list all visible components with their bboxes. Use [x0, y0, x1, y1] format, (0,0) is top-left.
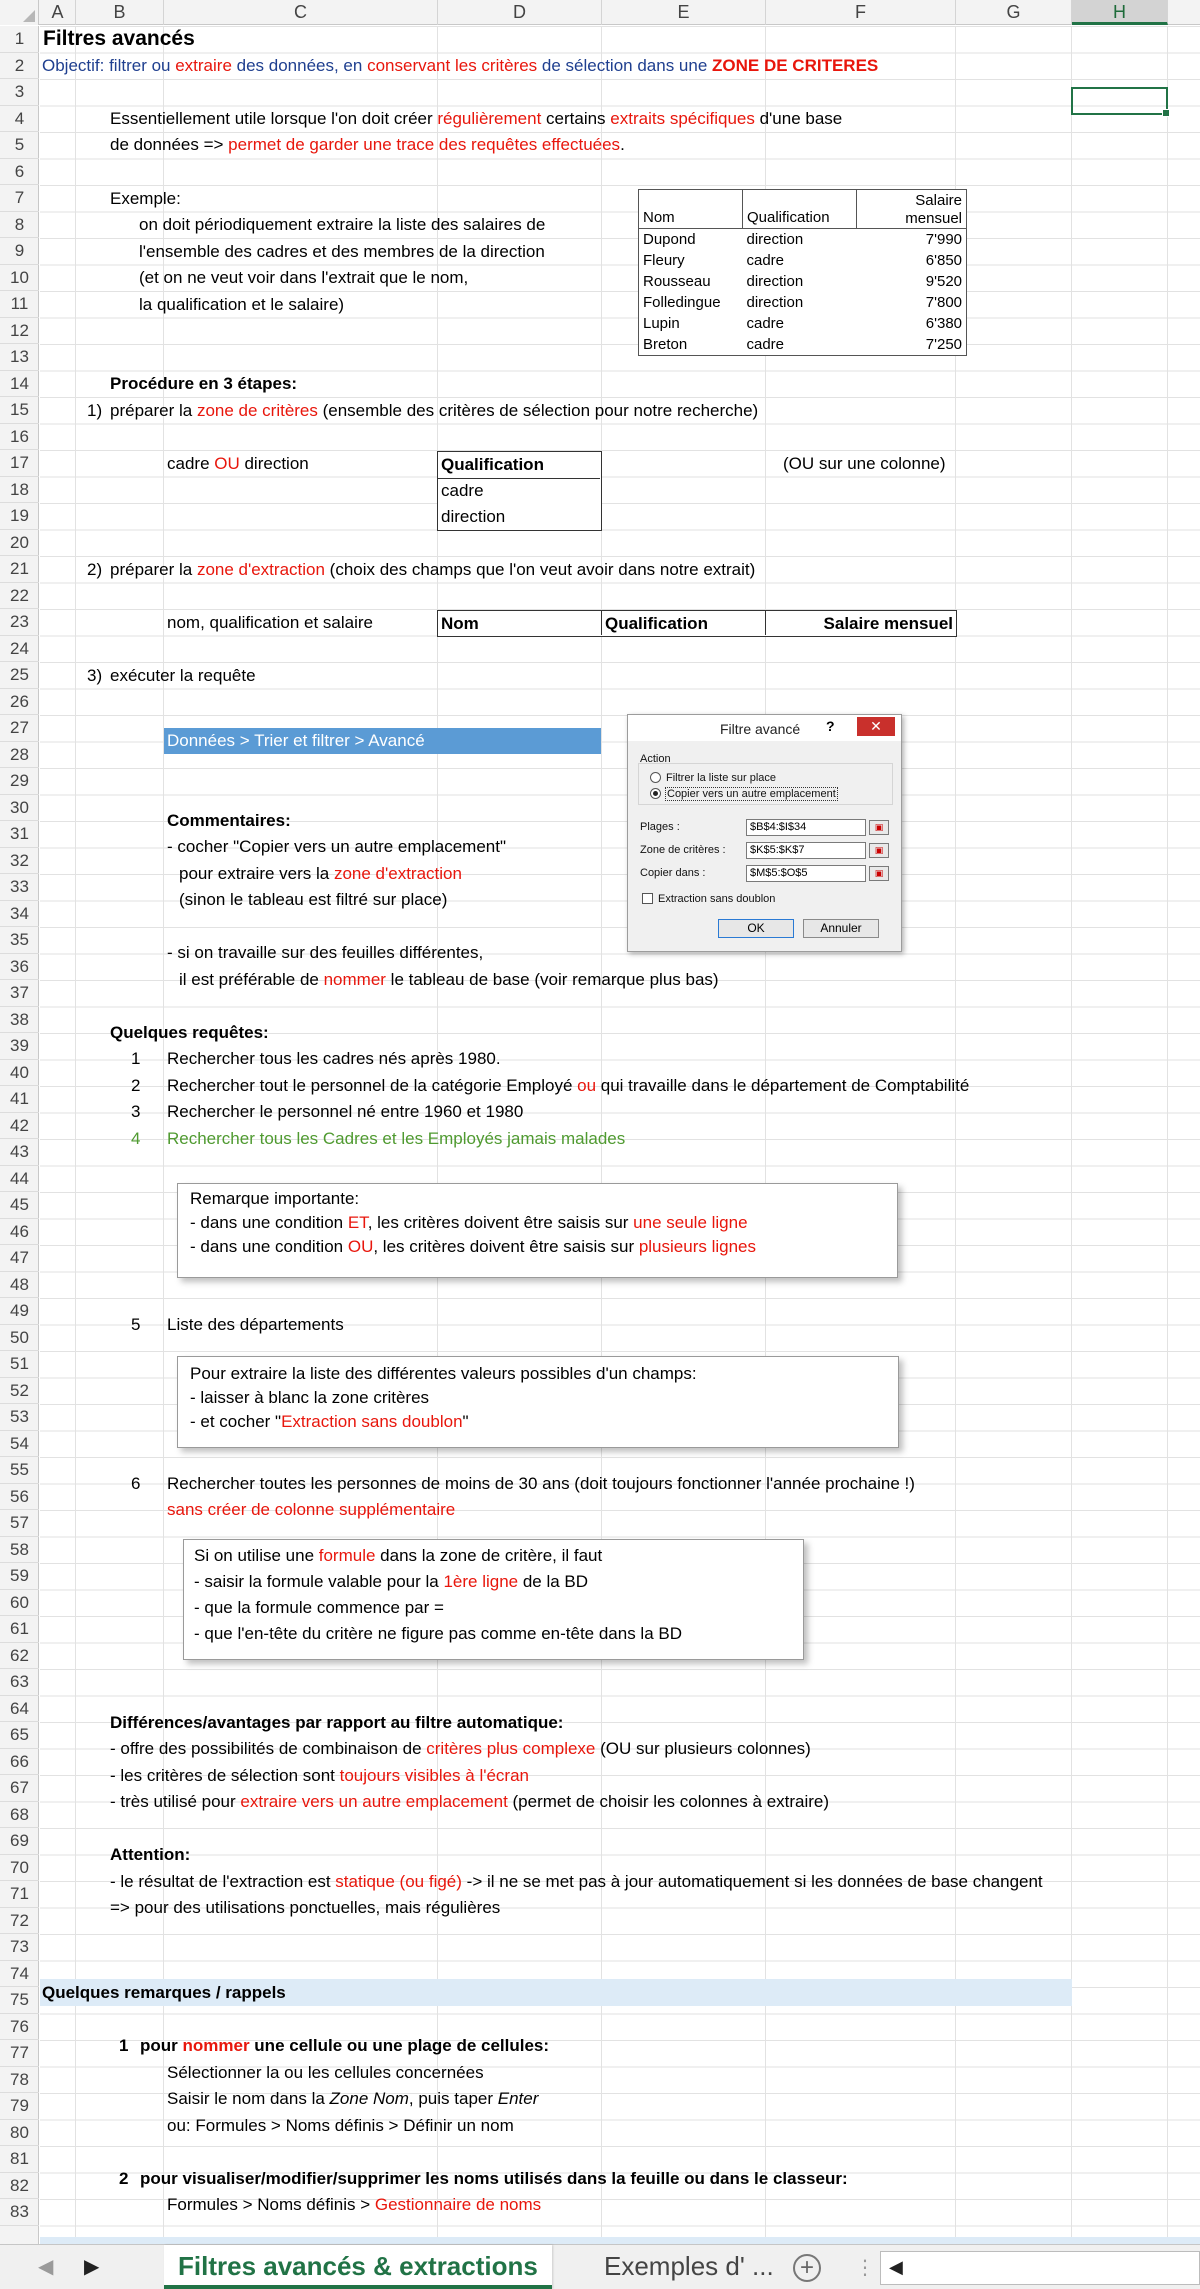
comment-line-3: (sinon le tableau est filtré sur place)	[179, 890, 448, 909]
row-header-cell[interactable]: 63	[0, 1669, 39, 1696]
row-header-cell[interactable]: 12	[0, 318, 39, 345]
add-sheet-button[interactable]: +	[793, 2254, 821, 2282]
extraction-header: Qualification	[605, 614, 708, 633]
row-header-cell[interactable]: 19	[0, 503, 39, 530]
row-header	[0, 26, 39, 2244]
action-label: Action	[640, 753, 671, 765]
row-header-cell[interactable]: 41	[0, 1086, 39, 1113]
row-header-cell[interactable]: 53	[0, 1404, 39, 1431]
scroll-tabs-right-icon[interactable]: ▶	[84, 2256, 100, 2278]
rappel-title: pour nommer une cellule ou une plage de cellules:	[140, 2036, 550, 2055]
range-picker-icon[interactable]: ▣	[869, 866, 889, 881]
extraction-header: Salaire mensuel	[823, 614, 953, 633]
range-picker-icon[interactable]: ▣	[869, 820, 889, 835]
menu-path: Données > Trier et filtrer > Avancé	[167, 731, 425, 750]
cancel-button[interactable]: Annuler	[803, 919, 879, 938]
tab-exemples[interactable]: Exemples d' ...	[604, 2251, 774, 2281]
row-header-cell[interactable]: 68	[0, 1802, 39, 1829]
table-row: Breton cadre 7'250	[643, 336, 962, 353]
row-header-cell[interactable]: 73	[0, 1934, 39, 1961]
step-2-text: préparer la zone d'extraction (choix des champs que l'on veut avoir dans notre extrait)	[110, 560, 756, 579]
dialog-title: Filtre avancé	[720, 721, 801, 737]
ok-button[interactable]: OK	[718, 919, 794, 938]
tab-splitter-icon[interactable]: ⋮	[855, 2257, 875, 2279]
diff-line-2: - les critères de sélection sont toujours visibles à l'écran	[110, 1766, 529, 1785]
tip-line-2: - laisser à blanc la zone critères	[190, 1388, 430, 1407]
comment-line-2: pour extraire vers la zone d'extraction	[179, 864, 462, 883]
table-row: Rousseau direction 9'520	[643, 273, 962, 290]
unique-records-label[interactable]: Extraction sans doublon	[658, 893, 776, 905]
row-header-cell[interactable]: 59	[0, 1563, 39, 1590]
row-header-cell[interactable]: 44	[0, 1166, 39, 1193]
row-header-cell[interactable]: 16	[0, 424, 39, 451]
row-header-cell[interactable]: 61	[0, 1616, 39, 1643]
row-header-cell[interactable]: 36	[0, 954, 39, 981]
horizontal-scrollbar[interactable]	[880, 2251, 1200, 2285]
row-header-cell[interactable]: 17	[0, 450, 39, 477]
attention-line-1: - le résultat de l'extraction est statique (ou figé) -> il ne se met pas à jour automatiquement si les données de base changent	[110, 1872, 1043, 1891]
row-header-cell[interactable]: 22	[0, 583, 39, 610]
row-header-cell[interactable]: 69	[0, 1828, 39, 1855]
row-header-cell[interactable]: 18	[0, 477, 39, 504]
comment-line-1: - cocher "Copier vers un autre emplacement"	[167, 837, 506, 856]
requete-text: Rechercher tous les cadres nés après 1980.	[167, 1049, 501, 1068]
row-header-cell[interactable]: 24	[0, 636, 39, 663]
row-header-cell[interactable]: 1	[0, 26, 39, 53]
row-header-cell[interactable]: 37	[0, 980, 39, 1007]
diff-line-1: - offre des possibilités de combinaison de critères plus complexe (OU sur plusieurs colonnes)	[110, 1739, 811, 1758]
extraction-tip-box	[177, 1356, 899, 1448]
row-header-cell[interactable]: 46	[0, 1219, 39, 1246]
exemple-line-2: l'ensemble des cadres et des membres de la direction	[139, 242, 545, 261]
exemple-line-3: (et on ne veut voir dans l'extrait que le nom,	[139, 268, 469, 287]
row-header-cell[interactable]: 3	[0, 79, 39, 106]
row-header-cell[interactable]: 50	[0, 1325, 39, 1352]
requete-text: Rechercher le personnel né entre 1960 et 1980	[167, 1102, 524, 1121]
scroll-left-icon[interactable]: ◀	[889, 2257, 903, 2277]
close-button[interactable]: ✕	[857, 717, 895, 736]
criteria-note: (OU sur une colonne)	[783, 454, 946, 473]
table-row: Lupin cadre 6'380	[643, 315, 962, 332]
requete-subtext: sans créer de colonne supplémentaire	[167, 1500, 456, 1519]
requete-number: 2	[131, 1076, 141, 1095]
row-header-cell[interactable]: 58	[0, 1537, 39, 1564]
row-header-cell[interactable]: 33	[0, 874, 39, 901]
active-cell[interactable]	[1071, 87, 1168, 115]
column-header-f[interactable]: F	[766, 0, 956, 25]
requete-number: 3	[131, 1102, 141, 1121]
table-header: Salaire mensuel	[857, 190, 967, 229]
row-header-cell[interactable]: 56	[0, 1484, 39, 1511]
radio-filter-in-place-label[interactable]: Filtrer la liste sur place	[666, 772, 777, 784]
requetes-title: Quelques requêtes:	[110, 1023, 269, 1042]
row-header-cell[interactable]: 72	[0, 1908, 39, 1935]
formula-line-3: - que la formule commence par =	[194, 1598, 444, 1617]
remarques-title: Quelques remarques / rappels	[42, 1983, 286, 2002]
row-header-cell[interactable]: 6	[0, 159, 39, 186]
column-header-c[interactable]: C	[164, 0, 438, 25]
remarque-box	[177, 1183, 898, 1278]
copier-input[interactable]: $M$5:$O$5	[746, 865, 866, 882]
step-1-text: préparer la zone de critères (ensemble des critères de sélection pour notre recherche)	[110, 401, 759, 420]
row-header-cell[interactable]: 25	[0, 662, 39, 689]
row-header-cell[interactable]: 54	[0, 1431, 39, 1458]
criteria-header: Qualification	[441, 455, 544, 474]
scroll-tabs-left-icon[interactable]: ◀	[38, 2256, 54, 2278]
radio-copy-to-location[interactable]	[650, 788, 661, 799]
remarque-line-1: - dans une condition ET, les critères doivent être saisis sur une seule ligne	[190, 1213, 748, 1232]
row-header-cell[interactable]: 78	[0, 2067, 39, 2094]
sheet-tab-bar	[0, 2244, 1200, 2289]
formula-line-2: - saisir la formule valable pour la 1ère ligne de la BD	[194, 1572, 589, 1591]
table-row: Fleury cadre 6'850	[643, 252, 962, 269]
row-header-cell[interactable]: 51	[0, 1351, 39, 1378]
procedure-title: Procédure en 3 étapes:	[110, 374, 298, 393]
row-header-cell[interactable]: 47	[0, 1245, 39, 1272]
attention-line-2: => pour des utilisations ponctuelles, mais régulières	[110, 1898, 501, 1917]
sheet-title: Filtres avancés	[43, 27, 195, 50]
rappel-number: 1	[119, 2036, 129, 2055]
extraction-zone-table	[437, 610, 957, 637]
row-header-cell[interactable]: 83	[0, 2199, 39, 2226]
row-header-cell[interactable]: 60	[0, 1590, 39, 1617]
requete-number: 1	[131, 1049, 141, 1068]
step-3-text: exécuter la requête	[110, 666, 256, 685]
extraction-header: Nom	[441, 614, 479, 633]
row-header-cell[interactable]: 14	[0, 371, 39, 398]
criteria-value: cadre	[441, 481, 484, 500]
commentaires-title: Commentaires:	[167, 811, 291, 830]
comment-line-5: il est préférable de nommer le tableau de base (voir remarque plus bas)	[179, 970, 719, 989]
formula-line-4: - que l'en-tête du critère ne figure pas comme en-tête dans la BD	[194, 1624, 683, 1643]
requete-text: Rechercher tout le personnel de la catégorie Employé ou qui travaille dans le département de Comptabilité	[167, 1076, 970, 1095]
row-header-cell[interactable]: 7	[0, 185, 39, 212]
row-header-cell[interactable]: 20	[0, 530, 39, 557]
row-header-cell[interactable]: 2	[0, 53, 39, 80]
row-header-cell[interactable]: 10	[0, 265, 39, 292]
requete-text: Rechercher toutes les personnes de moins de 30 ans (doit toujours fonctionner l'année prochaine !)	[167, 1474, 915, 1493]
tip-line-1: Pour extraire la liste des différentes valeurs possibles d'un champs:	[190, 1364, 697, 1383]
copier-label: Copier dans :	[640, 867, 706, 879]
cell-grid[interactable]	[40, 26, 1200, 2244]
row-header-cell[interactable]: 28	[0, 742, 39, 769]
row-header-cell[interactable]: 80	[0, 2120, 39, 2147]
row-header-cell[interactable]: 45	[0, 1192, 39, 1219]
row-header-cell[interactable]: 23	[0, 609, 39, 636]
column-header-d[interactable]: D	[438, 0, 602, 25]
row-header-cell[interactable]: 30	[0, 795, 39, 822]
select-all-corner[interactable]	[0, 0, 39, 25]
column-header-a[interactable]: A	[40, 0, 76, 25]
row-header-cell[interactable]: 49	[0, 1298, 39, 1325]
attention-title: Attention:	[110, 1845, 191, 1864]
column-header	[0, 0, 1200, 25]
row-header-cell[interactable]: 52	[0, 1378, 39, 1405]
criteria-value: direction	[441, 507, 506, 526]
column-header-e[interactable]: E	[602, 0, 766, 25]
extraction-label: nom, qualification et salaire	[167, 613, 374, 632]
row-header-cell[interactable]: 4	[0, 106, 39, 133]
row-header-cell[interactable]: 40	[0, 1060, 39, 1087]
row-header-cell[interactable]: 62	[0, 1643, 39, 1670]
row-header-cell[interactable]: 13	[0, 344, 39, 371]
row-header-cell[interactable]: 48	[0, 1272, 39, 1299]
example-data-table	[638, 189, 967, 356]
radio-copy-to-location-label[interactable]: Copier vers un autre emplacement	[667, 788, 836, 800]
table-header: Nom	[639, 190, 743, 229]
column-header-g[interactable]: G	[956, 0, 1072, 25]
requete-text: Liste des départements	[167, 1315, 344, 1334]
section-band-bottom	[40, 2237, 1200, 2244]
remarque-title: Remarque importante:	[190, 1189, 360, 1208]
row-header-cell[interactable]: 74	[0, 1961, 39, 1988]
row-header-cell[interactable]: 34	[0, 901, 39, 928]
row-header-cell[interactable]: 35	[0, 927, 39, 954]
rappel-line: Sélectionner la ou les cellules concernées	[167, 2063, 484, 2082]
row-header-cell[interactable]: 70	[0, 1855, 39, 1882]
row-header-cell[interactable]: 55	[0, 1457, 39, 1484]
dialog-titlebar	[628, 715, 901, 741]
exemple-label: Exemple:	[110, 189, 181, 208]
remarque-line-2: - dans une condition OU, les critères doivent être saisis sur plusieurs lignes	[190, 1237, 757, 1256]
objectif-line: Objectif: filtrer ou extraire des données, en conservant les critères de sélection dans une ZONE DE CRITERES	[42, 56, 879, 75]
step-3-number: 3)	[87, 666, 103, 685]
requete-number: 5	[131, 1315, 141, 1334]
row-header-cell[interactable]: 21	[0, 556, 39, 583]
rappel-line: ou: Formules > Noms définis > Définir un nom	[167, 2116, 514, 2135]
row-header-cell[interactable]: 71	[0, 1881, 39, 1908]
criteria-zone-table	[437, 451, 602, 531]
tip-line-3: - et cocher "Extraction sans doublon"	[190, 1412, 469, 1431]
exemple-line-1: on doit périodiquement extraire la liste des salaires de	[139, 215, 546, 234]
row-header-cell[interactable]: 65	[0, 1722, 39, 1749]
row-header-cell[interactable]: 8	[0, 212, 39, 239]
criteres-label: Zone de critères :	[640, 844, 726, 856]
row-header-cell[interactable]: 15	[0, 397, 39, 424]
tab-filtres-avances[interactable]: Filtres avancés & extractions	[164, 2245, 552, 2289]
column-header-h[interactable]: H	[1072, 0, 1168, 25]
table-header: Qualification	[743, 190, 857, 229]
row-header-cell[interactable]: 42	[0, 1113, 39, 1140]
row-header-cell[interactable]: 75	[0, 1987, 39, 2014]
rappel-line: Saisir le nom dans la Zone Nom, puis taper Enter	[167, 2089, 539, 2108]
rappel-number: 2	[119, 2169, 129, 2188]
range-picker-icon[interactable]: ▣	[869, 843, 889, 858]
exemple-line-4: la qualification et le salaire)	[139, 295, 345, 314]
intro-line-2: de données => permet de garder une trace des requêtes effectuées.	[110, 135, 625, 154]
diff-line-3: - très utilisé pour extraire vers un autre emplacement (permet de choisir les colonnes à extraire)	[110, 1792, 830, 1811]
intro-line-1: Essentiellement utile lorsque l'on doit créer régulièrement certains extraits spécifiques d'une base	[110, 109, 843, 128]
rappel-title: pour visualiser/modifier/supprimer les noms utilisés dans la feuille ou dans le classeur:	[140, 2169, 848, 2188]
help-icon[interactable]: ?	[826, 718, 835, 734]
row-header-cell[interactable]: 27	[0, 715, 39, 742]
row-header-cell[interactable]: 77	[0, 2040, 39, 2067]
diff-title: Différences/avantages par rapport au filtre automatique:	[110, 1713, 564, 1732]
formula-tip-box	[183, 1539, 804, 1660]
row-header-cell[interactable]: 11	[0, 291, 39, 318]
formula-line-1: Si on utilise une formule dans la zone de critère, il faut	[194, 1546, 603, 1565]
row-header-cell[interactable]: 82	[0, 2173, 39, 2200]
table-row: Dupond direction 7'990	[643, 231, 962, 248]
requete-number: 6	[131, 1474, 141, 1493]
rappel-line: Formules > Noms définis > Gestionnaire de noms	[167, 2195, 542, 2214]
column-header-b[interactable]: B	[76, 0, 164, 25]
requete-text: Rechercher tous les Cadres et les Employés jamais malades	[167, 1129, 626, 1148]
unique-records-checkbox[interactable]	[642, 893, 653, 904]
criteria-label: cadre OU direction	[167, 454, 309, 473]
row-header-cell[interactable]: 76	[0, 2014, 39, 2041]
row-header-cell[interactable]: 26	[0, 689, 39, 716]
row-header-cell[interactable]: 43	[0, 1139, 39, 1166]
step-2-number: 2)	[87, 560, 103, 579]
advanced-filter-dialog[interactable]	[627, 714, 902, 952]
plages-input[interactable]: $B$4:$I$34	[746, 819, 866, 836]
row-header-cell[interactable]: 32	[0, 848, 39, 875]
requete-number: 4	[131, 1129, 141, 1148]
row-header-cell[interactable]: 31	[0, 821, 39, 848]
row-header-cell[interactable]: 81	[0, 2146, 39, 2173]
criteres-input[interactable]: $K$5:$K$7	[746, 842, 866, 859]
row-header-cell[interactable]: 57	[0, 1510, 39, 1537]
row-header-cell[interactable]: 39	[0, 1033, 39, 1060]
row-header-cell[interactable]: 67	[0, 1775, 39, 1802]
comment-line-4: - si on travaille sur des feuilles différentes,	[167, 943, 484, 962]
row-header-cell[interactable]: 9	[0, 238, 39, 265]
table-row: Folledingue direction 7'800	[643, 294, 962, 311]
plages-label: Plages :	[640, 821, 680, 833]
row-header-cell[interactable]: 38	[0, 1007, 39, 1034]
radio-filter-in-place[interactable]	[650, 772, 661, 783]
row-header-cell[interactable]: 64	[0, 1696, 39, 1723]
row-header-cell[interactable]: 66	[0, 1749, 39, 1776]
row-header-cell[interactable]: 5	[0, 132, 39, 159]
row-header-cell[interactable]: 29	[0, 768, 39, 795]
step-1-number: 1)	[87, 401, 103, 420]
row-header-cell[interactable]: 79	[0, 2093, 39, 2120]
